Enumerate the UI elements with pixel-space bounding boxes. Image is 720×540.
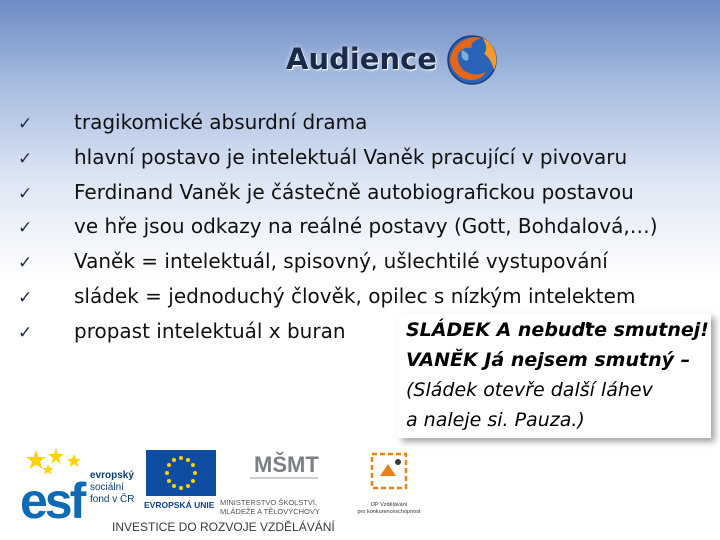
list-item bbox=[18, 244, 658, 279]
checkmark-icon: ✓ bbox=[18, 183, 33, 204]
list-item bbox=[18, 140, 658, 175]
checkmark-icon: ✓ bbox=[18, 148, 33, 169]
esf-caption-line: evropský bbox=[90, 470, 134, 481]
bullet-text: Ferdinand Vaněk je částečně autobiografickou postavou bbox=[74, 179, 634, 204]
bullet-text: hlavní postavo je intelektuál Vaněk pracující v pivovaru bbox=[74, 144, 628, 169]
list-item bbox=[18, 175, 658, 210]
esf-letters: esf bbox=[20, 473, 84, 529]
msmt-caption-line: MLÁDEŽE A TĚLOVÝCHOVY bbox=[220, 507, 320, 516]
checkmark-icon: ✓ bbox=[18, 114, 33, 134]
op-caption-line: OP Vzdělávání bbox=[370, 502, 408, 508]
msmt-logo bbox=[220, 448, 348, 528]
eu-caption: EVROPSKÁ UNIE bbox=[144, 500, 215, 510]
slide-title: Audience bbox=[286, 42, 437, 76]
firefox-globe-icon bbox=[444, 32, 500, 88]
eu-flag-icon bbox=[146, 450, 216, 496]
op-emblem-icon bbox=[350, 450, 428, 500]
list-item bbox=[18, 209, 658, 244]
quote-line: (Sládek otevře další láhev bbox=[406, 379, 653, 401]
op-logo bbox=[350, 450, 428, 520]
bullet-text: sládek = jednoduchý člověk, opilec s nízkým intelektem bbox=[74, 283, 636, 308]
quote-line: VANĚK Já nejsem smutný – bbox=[406, 349, 691, 371]
checkmark-icon: ✓ bbox=[18, 218, 33, 239]
op-caption bbox=[350, 502, 428, 516]
msmt-caption bbox=[220, 498, 320, 516]
msmt-caption-line: MINISTERSTVO ŠKOLSTVÍ, bbox=[220, 498, 318, 507]
dialogue-quote-box bbox=[398, 313, 711, 438]
bullet-text: Vaněk = intelektuál, spisovný, ušlechtilé vystupování bbox=[74, 249, 608, 274]
eu-logo bbox=[146, 450, 216, 518]
msmt-monogram-icon bbox=[220, 448, 348, 498]
esf-caption-line: sociální bbox=[90, 482, 124, 493]
checkmark-icon: ✓ bbox=[18, 253, 33, 274]
esf-caption bbox=[90, 470, 134, 506]
sponsor-logos bbox=[0, 440, 720, 540]
msmt-letters: MŠMT bbox=[254, 452, 319, 477]
list-item bbox=[18, 279, 658, 314]
op-caption-line: pro konkurenceschopnost bbox=[357, 509, 421, 515]
logos-tagline: INVESTICE DO ROZVOJE VZDĚLÁVÁNÍ bbox=[112, 520, 335, 534]
checkmark-icon: ✓ bbox=[18, 287, 33, 308]
bullet-text: ve hře jsou odkazy na reálné postavy (Gott, Bohdalová,…) bbox=[74, 214, 658, 239]
bullet-text: tragikomické absurdní drama bbox=[74, 110, 368, 134]
title-area bbox=[0, 30, 720, 90]
esf-caption-line: fond v ČR bbox=[90, 494, 135, 505]
quote-line: a naleje si. Pauza.) bbox=[406, 409, 585, 431]
eu-stars-circle-icon bbox=[146, 450, 216, 496]
bullet-text: propast intelektuál x buran bbox=[74, 318, 346, 343]
quote-line: SLÁDEK A nebuďte smutnej! bbox=[406, 319, 709, 341]
checkmark-icon: ✓ bbox=[18, 322, 33, 343]
list-item bbox=[18, 105, 658, 140]
